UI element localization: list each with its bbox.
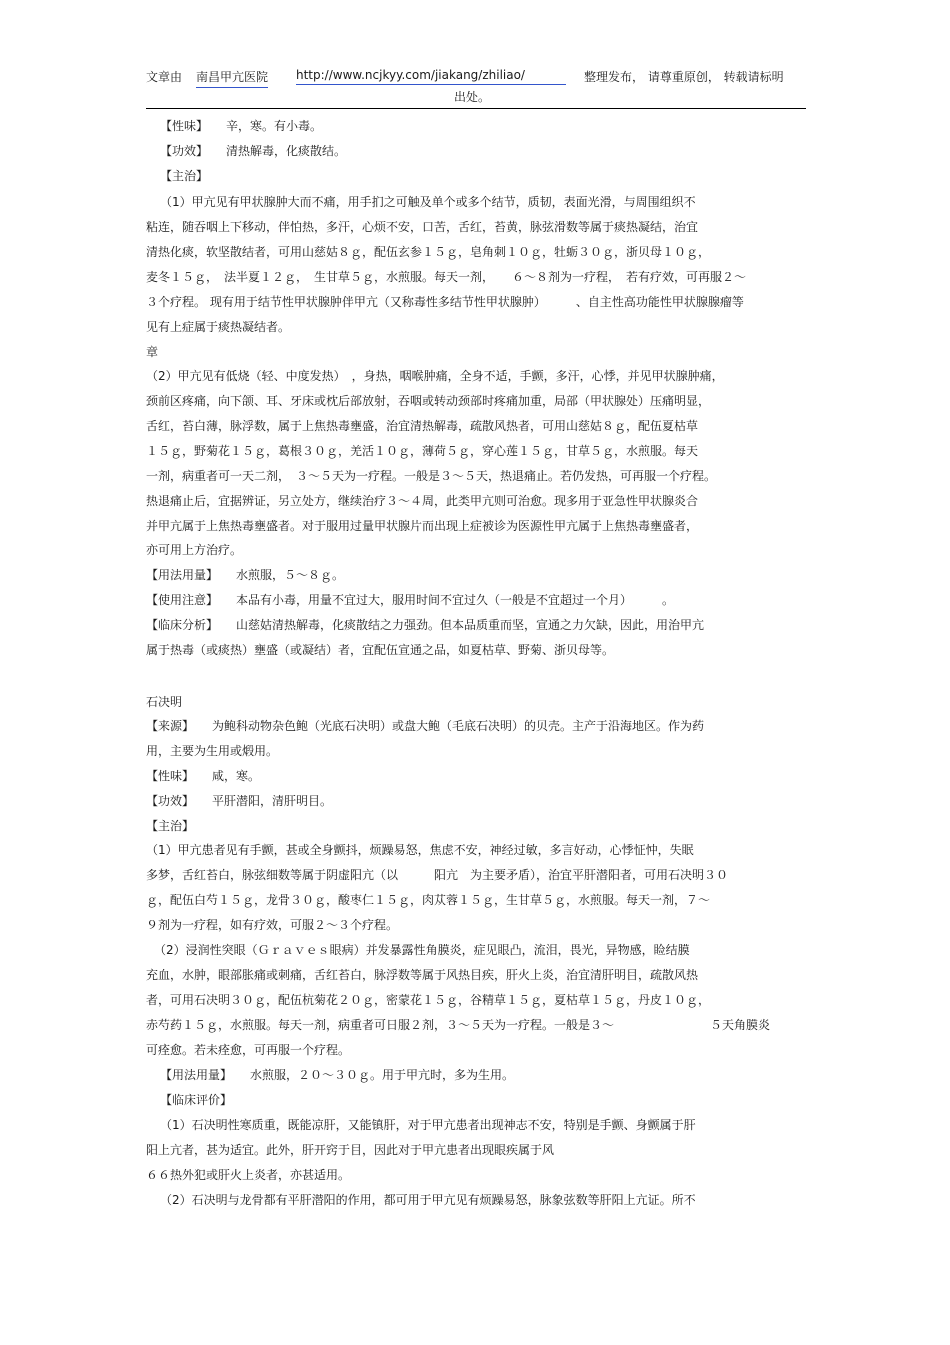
- header-suffix: 整理发布， 请尊重原创， 转载请标明: [584, 70, 784, 84]
- text-line: 麦冬１５ｇ， 法半夏１２ｇ， 生甘草５ｇ，水煎服。每天一剂， ６～８剂为一疗程， 若有疗效，可再服２～: [146, 270, 747, 284]
- text-line: 粘连，随吞咽上下移动，伴怕热，多汗，心烦不安，口苦，舌红，苔黄，脉弦滑数等属于痰热凝结，治宜: [146, 220, 699, 234]
- text-line: 【使用注意】 本品有小毒，用量不宜过大，服用时间不宜过久（一般是不宜超过一个月） 。: [146, 593, 675, 607]
- text-line: ９剂为一疗程，如有疗效，可服２～３个疗程。: [146, 918, 399, 932]
- text-line: 清热化痰，软坚散结者，可用山慈姑８ｇ，配伍玄参１５ｇ，皂角刺１０ｇ，牡蛎３０ｇ，浙贝母１０ｇ，: [146, 245, 711, 259]
- text-line: 舌红，苔白薄，脉浮数，属于上焦热毒壅盛，治宜清热解毒，疏散风热者，可用山慈姑８ｇ，配伍夏枯草: [146, 419, 699, 433]
- site-name-link[interactable]: 南昌甲亢医院: [196, 68, 268, 88]
- text-line: （1）甲亢患者见有手颤，甚或全身颤抖，烦躁易怒，焦虑不安，神经过敏，多言好动，心悸怔忡，失眠: [146, 843, 694, 857]
- text-line: ６６热外犯或肝火上炎者，亦甚适用。: [146, 1168, 351, 1182]
- text-line: １５ｇ，野菊花１５ｇ，葛根３０ｇ，羌活１０ｇ，薄荷５ｇ，穿心莲１５ｇ，甘草５ｇ，水煎服。每天: [146, 444, 699, 458]
- text-line: 【功效】 平肝潜阳，清肝明目。: [146, 794, 333, 808]
- site-url-link[interactable]: http://www.ncjkyy.com/jiakang/zhiliao/: [296, 68, 566, 85]
- text-line: 充血，水肿，眼部胀痛或刺痛，舌红苔白，脉浮数等属于风热目疾，肝火上炎，治宜清肝明目，疏散风热: [146, 968, 699, 982]
- header-prefix: 文章由: [146, 70, 183, 84]
- text-line: 并甲亢属于上焦热毒壅盛者。对于服用过量甲状腺片而出现上症被诊为医源性甲亢属于上焦热毒壅盛者，: [146, 519, 699, 533]
- text-line: 【临床评价】: [160, 1093, 233, 1107]
- header-suffix-continued: 出处。: [454, 90, 491, 104]
- text-line: 者，可用石决明３０ｇ，配伍杭菊花２０ｇ，密蒙花１５ｇ，谷精草１５ｇ，夏枯草１５ｇ，丹皮１０ｇ，: [146, 993, 711, 1007]
- text-line: （2）浸润性突眼（Ｇｒａｖｅｓ眼病）并发暴露性角膜炎，症见眼凸，流泪，畏光，异物感，睑结膜: [154, 943, 690, 957]
- text-line: 【性味】 辛，寒。有小毒。: [160, 119, 323, 133]
- text-line: （1）石决明性寒质重，既能凉肝，又能镇肝，对于甲亢患者出现神志不安，特别是手颤、身颤属于肝: [160, 1118, 696, 1132]
- text-line: 赤芍药１５ｇ，水煎服。每天一剂，病重者可日服２剂，３～５天为一疗程。一般是３～ ５天角膜炎: [146, 1018, 771, 1032]
- text-line: 一剂，病重者可一天二剂， ３～５天为一疗程。一般是３～５天，热退痛止。若仍发热，可再服一个疗程。: [146, 469, 717, 483]
- text-line: （1）甲亢见有甲状腺肿大而不痛，用手扪之可触及单个或多个结节，质韧，表面光滑，与周围组织不: [160, 195, 696, 209]
- section-title: 石决明: [146, 695, 183, 709]
- text-line: 【主治】: [160, 169, 209, 183]
- text-line: 可痊愈。若未痊愈，可再服一个疗程。: [146, 1043, 351, 1057]
- text-line: （2）甲亢见有低烧（轻、中度发热） ，身热，咽喉肿痛，全身不适，手颤，多汗，心悸，并见甲状腺肿痛，: [146, 369, 724, 383]
- text-line: ３个疗程。 现有用于结节性甲状腺肿伴甲亢（又称毒性多结节性甲状腺肿） 、自主性高功能性甲状腺腺瘤等: [146, 295, 744, 309]
- text-line: 【来源】 为鲍科动物杂色鲍（光底石决明）或盘大鲍（毛底石决明）的贝壳。主产于沿海地区。作为药: [146, 719, 705, 733]
- page-header: [146, 68, 806, 109]
- text-line: 【临床分析】 山慈姑清热解毒，化痰散结之力强劲。但本品质重而坚，宣通之力欠缺，因此，用治甲亢: [146, 618, 705, 632]
- text-line: 颈前区疼痛，向下颌、耳、牙床或枕后部放射，吞咽或转动颈部时疼痛加重，局部（甲状腺处）压痛明显，: [146, 394, 711, 408]
- text-line: 【功效】 清热解毒，化痰散结。: [160, 144, 347, 158]
- text-line: 属于热毒（或痰热）壅盛（或凝结）者，宜配伍宣通之品，如夏枯草、野菊、浙贝母等。: [146, 643, 615, 657]
- text-line: 见有上症属于痰热凝结者。: [146, 320, 291, 334]
- text-line: （2）石决明与龙骨都有平肝潜阳的作用，都可用于甲亢见有烦躁易怒，脉象弦数等肝阳上亢证。所不: [160, 1193, 696, 1207]
- text-line: 【用法用量】 水煎服，２０～３０ｇ。用于甲亢时，多为生用。: [160, 1068, 515, 1082]
- text-line: 【用法用量】 水煎服，５～８ｇ。: [146, 568, 345, 582]
- text-line: 亦可用上方治疗。: [146, 543, 243, 557]
- text-line: ｇ，配伍白芍１５ｇ，龙骨３０ｇ，酸枣仁１５ｇ，肉苁蓉１５ｇ，生甘草５ｇ，水煎服。每天一剂，７～: [146, 893, 711, 907]
- text-line: 阳上亢者，甚为适宜。此外，肝开窍于目，因此对于甲亢患者出现眼疾属于风: [146, 1143, 555, 1157]
- text-line: 热退痛止后，宜据辨证，另立处方，继续治疗３～４周，此类甲亢则可治愈。现多用于亚急性甲状腺炎合: [146, 494, 699, 508]
- header-line: [146, 68, 806, 86]
- text-line: 章: [146, 345, 159, 359]
- text-line: 【主治】: [146, 819, 195, 833]
- text-line: 用，主要为生用或煅用。: [146, 744, 279, 758]
- text-line: 【性味】 咸，寒。: [146, 769, 261, 783]
- text-line: 多梦，舌红苔白，脉弦细数等属于阴虚阳亢（以 阳亢 为主要矛盾），治宜平肝潜阳者，可用石决明３０: [146, 868, 729, 882]
